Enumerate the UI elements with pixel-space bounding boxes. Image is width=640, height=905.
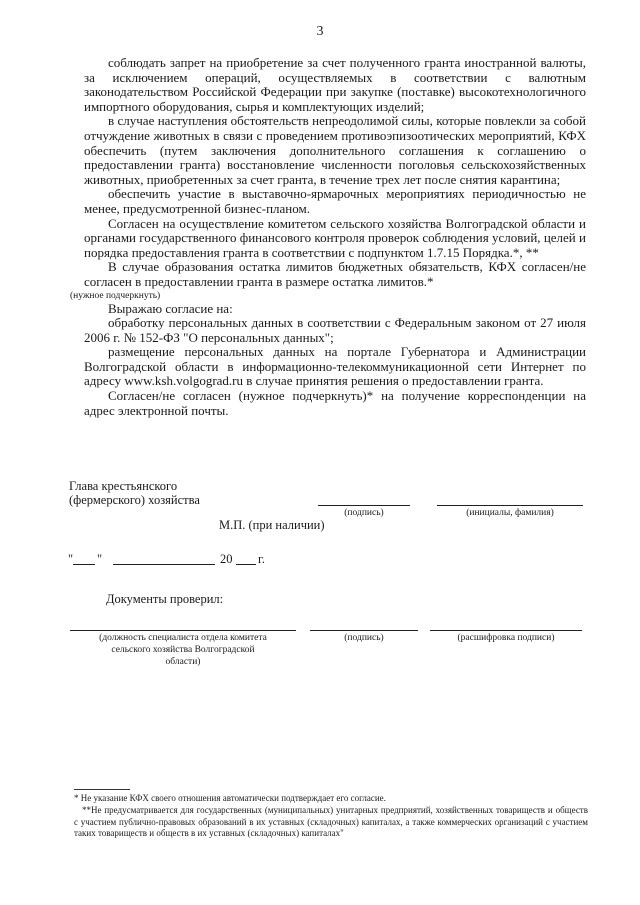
footnote-1: * Не указание КФХ своего отношения автоматически подтверждает его согласие. (74, 793, 386, 803)
footnote-rule (74, 789, 130, 790)
paragraph: в случае наступления обстоятельств непреодолимой силы, которые повлекли за собой отчуждение животных в связи с проведением противоэпизоотических мероприятий, КФХ обеспечить (путем заключения дополнительного соглашения к соглашению о предоставлении гранта) восстановление численности поголовья сельскохозяйственных животных, приобретенных за счет гранта, в течение трех лет после снятия карантина; (84, 113, 586, 187)
signature-line (318, 505, 410, 506)
date-year-prefix: 20 (220, 552, 233, 566)
position-caption-line-3: области) (165, 657, 201, 667)
checked-label: Документы проверил: (106, 592, 224, 606)
checker-signature-caption: (подпись) (344, 633, 384, 643)
decode-line (430, 630, 582, 631)
footnote-2: **Не предусматривается для государственных (муниципальных) унитарных предприятий, хозяйственных товариществ и обществ с участием публично-правовых образований в их уставных (складочных) капиталах, а также коммерческих организаций с участием таких товариществ и обществ в их уставных (складочных) капиталах" (74, 805, 588, 838)
decode-caption: (расшифровка подписи) (457, 633, 555, 643)
underline-note: (нужное подчеркнуть) (70, 290, 161, 301)
date-quote-open: " (68, 552, 74, 566)
paragraph: Согласен/не согласен (нужное подчеркнуть)* на получение корреспонденции на адрес электронной почты. (84, 388, 586, 418)
paragraph: В случае образования остатка лимитов бюджетных обязательств, КФХ согласен/не согласен в предоставлении гранта в размере остатка лимитов.* (84, 259, 586, 289)
paragraph: обработку персональных данных в соответствии с Федеральным законом от 27 июля 2006 г. № 152-ФЗ "О персональных данных"; (84, 315, 586, 345)
paragraph: Выражаю согласие на: (108, 300, 233, 316)
date-month-line (113, 564, 215, 565)
signature-caption: (подпись) (344, 508, 384, 518)
paragraph: размещение персональных данных на портале Губернатора и Администрации Волгоградской области в информационно-телекоммуникационной сети Интернет по адресу www.ksh.volgograd.ru в случае принятия решения о предоставлении гранта. (84, 344, 586, 389)
position-line (70, 630, 296, 631)
paragraph: соблюдать запрет на приобретение за счет полученного гранта иностранной валюты, за исключением операций, осуществляемых в соответствии с валютным законодательством Российской Федерации при закупке (поставке) высокотехнологичного импортного оборудования, сырья и комплектующих изделий; (84, 55, 586, 114)
position-caption-line-2: сельского хозяйства Волгоградской (111, 645, 255, 655)
position-caption-line-1: (должность специалиста отдела комитета (99, 633, 267, 643)
document-body (70, 55, 586, 418)
date-year-line (236, 564, 256, 565)
date-quote-close: " (97, 552, 103, 566)
head-title-line-1: Глава крестьянского (69, 479, 178, 493)
stamp-label: М.П. (при наличии) (219, 518, 325, 532)
page-number: 3 (316, 24, 324, 39)
head-title-line-2: (фермерского) хозяйства (69, 493, 200, 507)
paragraph: обеспечить участие в выставочно-ярмарочных мероприятиях периодичностью не менее, предусмотренной бизнес-планом. (84, 186, 586, 216)
date-year-suffix: г. (258, 552, 265, 566)
name-line (437, 505, 583, 506)
paragraph: Согласен на осуществление комитетом сельского хозяйства Волгоградской области и органами государственного финансового контроля проверок соблюдения условий, целей и порядка предоставления гранта в соответствии с подпунктом 1.7.15 Порядка.*, ** (84, 215, 586, 260)
date-day-line (73, 564, 95, 565)
name-caption: (инициалы, фамилия) (466, 508, 554, 518)
checker-signature-line (310, 630, 418, 631)
